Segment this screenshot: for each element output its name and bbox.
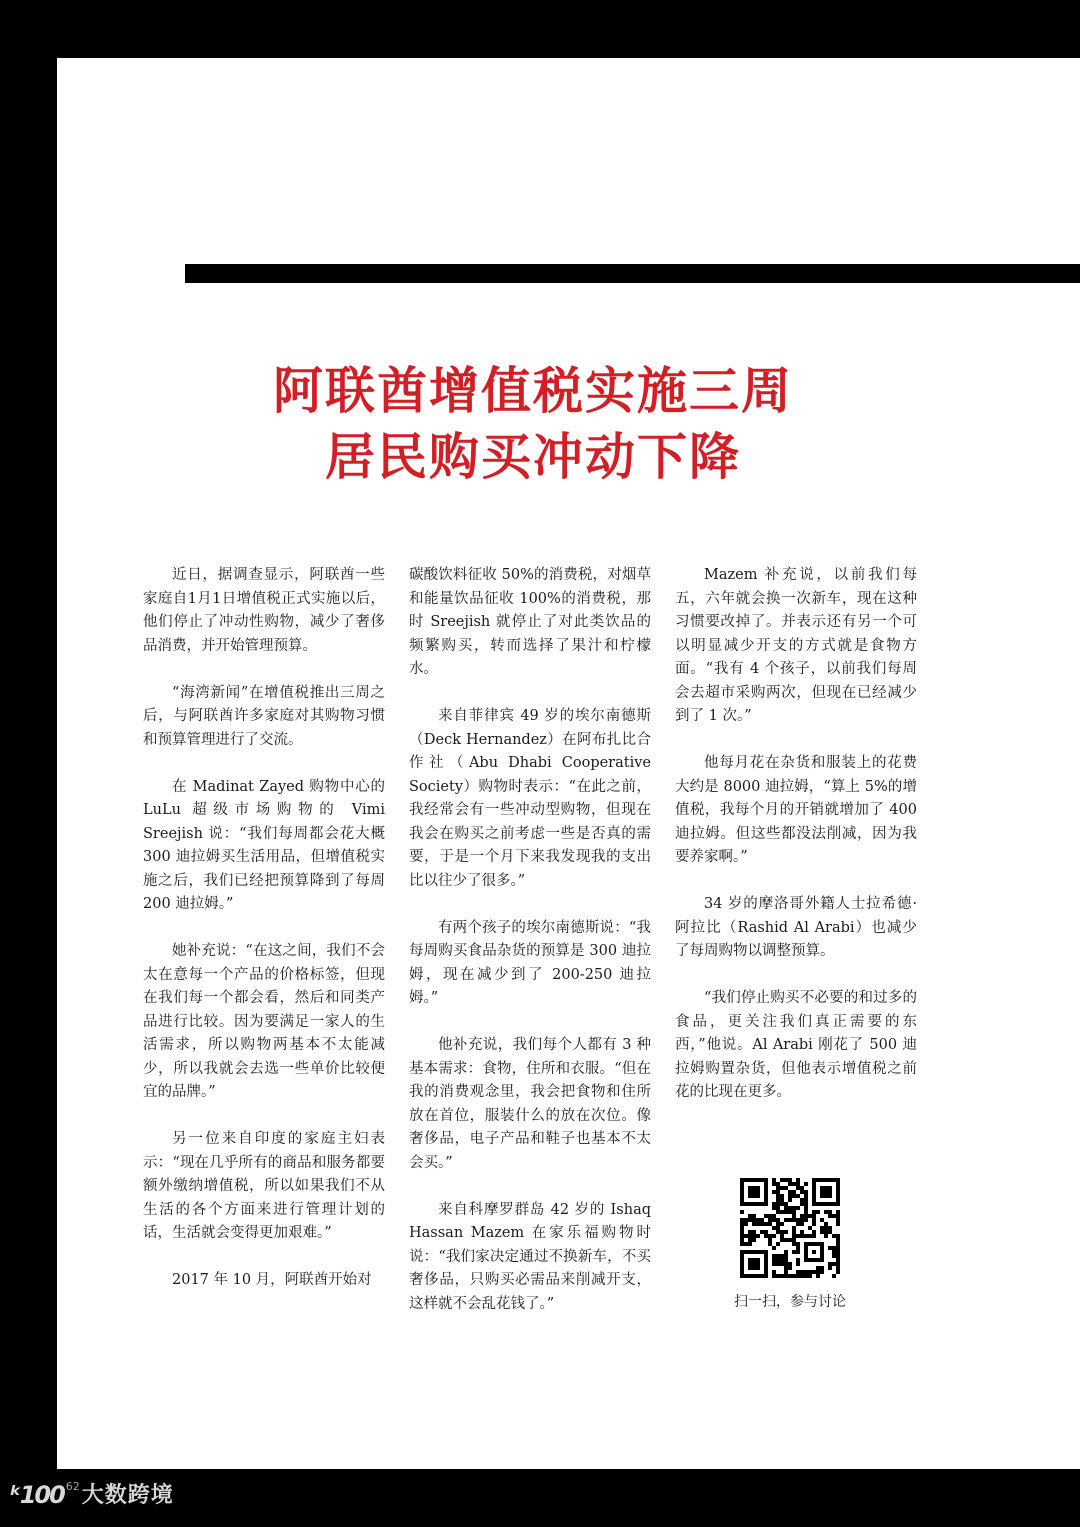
footer-brand (10, 1478, 174, 1509)
header-rule (185, 264, 1080, 283)
qr-code-icon[interactable] (740, 1178, 840, 1278)
paragraph: 另一位来自印度的家庭主妇表示：“现在几乎所有的商品和服务都要额外缴纳增值税，所以如果我们不从生活的各个方面来进行管理计划的话，生活就会变得更加艰难。” (143, 1131, 385, 1241)
paragraph: 他补充说，我们每个人都有 3 种基本需求：食物，住所和衣服。“但在我的消费观念里，我会把食物和住所放在首位，服装什么的放在次位。像奢侈品，电子产品和鞋子也基本不太会买。” (409, 1037, 651, 1171)
paragraph: 她补充说：“在这之间，我们不会太在意每一个产品的价格标签，但现在我们每一个都会看，然后和同类产品进行比较。因为要满足一家人的生活需求，所以购物两基本不太能减少，所以我就会去选一些单价比较便宜的品牌。” (143, 943, 385, 1100)
paragraph: 他每月花在杂货和服装上的花费大约是 8000 迪拉姆，“算上 5%的增值税，我每个月的开销就增加了 400 迪拉姆。但这些都没法削减，因为我要养家啊。” (675, 755, 917, 865)
article-title (57, 358, 1009, 490)
paragraph: 来自科摩罗群岛 42 岁的 Ishaq Hassan Mazem 在家乐福购物时说：“我们家决定通过不换新车，不买奢侈品，只购买必需品来削减开支，这样就不会乱花钱了。” (409, 1201, 651, 1312)
title-line-2: 居民购买冲动下降 (325, 428, 741, 486)
article-column-2 (409, 564, 651, 1340)
paragraph: “我们停止购买不必要的和过多的食品，更关注我们真正需要的东西，”他说。Al Arabi 刚花了 500 迪拉姆购置杂货，但他表示增值税之前花的比现在更多。 (675, 990, 917, 1100)
paragraph: Mazem 补充说，以前我们每五，六年就会换一次新车，现在这种习惯要改掉了。并表示还有另一个可以明显减少开支的方式就是食物方面。“我有 4 个孩子，以前我们每周会去超市采购两次，但现在已经减少到了 1 次。” (675, 567, 917, 724)
brand-name: 大数跨境 (81, 1483, 174, 1508)
brand-logo-icon: ᵏ100 (10, 1481, 64, 1509)
article-column-3 (675, 564, 917, 1128)
paragraph: 来自菲律宾 49 岁的埃尔南德斯（Deck Hernandez）在阿布扎比合作社（Abu Dhabi Cooperative Society）购物时表示：“在此之前，我经常会有一些冲动型购物，但现在我会在购买之前考虑一些是否真的需要，于是一个月下来我发现我的支出比以往少了很多。” (409, 708, 651, 889)
paragraph: 在 Madinat Zayed 购物中心的 LuLu 超级市场购物的 Vimi Sreejish 说：“我们每周都会花大概 300 迪拉姆买生活用品，但增值税实施之后，我们已经把预算降到了每周 200 迪拉姆。” (143, 778, 385, 912)
magazine-page (57, 58, 1080, 1469)
paragraph: 有两个孩子的埃尔南德斯说：“我每周购买食品杂货的预算是 300 迪拉姆，现在减少到了 200-250 迪拉姆。” (409, 919, 651, 1006)
paragraph: 2017 年 10 月，阿联酋开始对 (172, 1272, 372, 1288)
qr-caption: 扫一扫，参与讨论 (734, 1294, 846, 1310)
article-column-1 (143, 564, 385, 1316)
paragraph: 34 岁的摩洛哥外籍人士拉希德·阿拉比（Rashid Al Arabi）也减少了每周购物以调整预算。 (675, 896, 917, 959)
paragraph: 近日，据调查显示，阿联酋一些家庭自1月1日增值税正式实施以后，他们停止了冲动性购物，减少了奢侈品消费，并开始管理预算。 (143, 567, 385, 654)
title-line-1: 阿联酋增值税实施三周 (273, 362, 793, 420)
paragraph: 碳酸饮料征收 50%的消费税，对烟草和能量饮品征收 100%的消费税，那时 Sreejish 就停止了对此类饮品的频繁购买，转而选择了果汁和柠檬水。 (409, 567, 651, 677)
page-number: 62 (65, 1480, 80, 1493)
paragraph: “海湾新闻”在增值税推出三周之后，与阿联酋许多家庭对其购物习惯和预算管理进行了交流。 (143, 684, 385, 748)
